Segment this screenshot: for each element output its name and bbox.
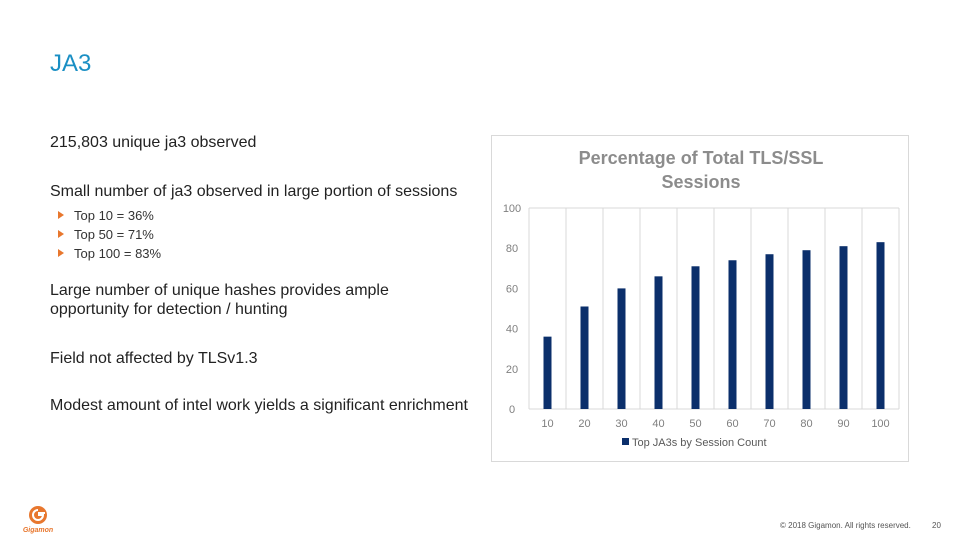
- triangle-bullet-icon: [58, 211, 64, 219]
- bar: [581, 306, 589, 409]
- sub-bullet-text: Top 50 = 71%: [74, 227, 154, 242]
- slide-title: JA3: [50, 50, 92, 77]
- bar: [544, 337, 552, 409]
- bar: [618, 288, 626, 409]
- x-tick-label: 100: [871, 418, 890, 430]
- sub-bullet-text: Top 10 = 36%: [74, 208, 154, 223]
- legend-label: Top JA3s by Session Count: [632, 437, 767, 449]
- y-tick-label: 40: [505, 323, 519, 336]
- bullet-unique-hashes: Large number of unique hashes provides ample opportunity for detection / hunting: [50, 282, 389, 318]
- y-tick-label: 60: [505, 283, 519, 296]
- bar: [803, 250, 811, 409]
- x-tick-label: 60: [726, 418, 739, 430]
- chart-title-line-1: Percentage of Total TLS/SSL: [578, 148, 824, 168]
- bar: [766, 254, 774, 409]
- sub-bullet-top10: [74, 206, 470, 225]
- bullet-list: [50, 133, 470, 415]
- footer-copyright: © 2018 Gigamon. All rights reserved.: [780, 521, 911, 530]
- y-tick-label: 80: [505, 243, 519, 256]
- bullet-unique-count: 215,803 unique ja3 observed: [50, 134, 257, 151]
- chart-container: [491, 135, 909, 462]
- y-tick-label: 100: [502, 203, 522, 215]
- x-tick-label: 70: [763, 418, 776, 430]
- bar: [692, 266, 700, 409]
- bar: [840, 246, 848, 409]
- bullet-small-number: Small number of ja3 observed in large portion of sessions: [50, 183, 458, 200]
- legend-swatch: [622, 438, 629, 445]
- chart-title-line-2: Sessions: [661, 172, 741, 192]
- x-tick-label: 40: [652, 418, 665, 430]
- bullet-intel-work: Modest amount of intel work yields a significant enrichment: [50, 397, 468, 414]
- bar: [729, 260, 737, 409]
- bar: [877, 242, 885, 409]
- x-tick-label: 80: [800, 418, 813, 430]
- page-number: 20: [932, 521, 941, 530]
- triangle-bullet-icon: [58, 249, 64, 257]
- x-tick-label: 50: [689, 418, 702, 430]
- logo-text: Gigamon: [22, 527, 54, 534]
- x-tick-label: 10: [541, 418, 554, 430]
- bullet-tlsv13: Field not affected by TLSv1.3: [50, 350, 258, 367]
- sub-bullet-top100: [74, 244, 470, 263]
- x-tick-label: 30: [615, 418, 628, 430]
- bar: [655, 276, 663, 409]
- triangle-bullet-icon: [58, 230, 64, 238]
- sub-bullet-text: Top 100 = 83%: [74, 246, 162, 261]
- y-tick-label: 0: [508, 404, 516, 416]
- sub-bullet-top50: [74, 225, 470, 244]
- y-tick-label: 20: [505, 363, 519, 376]
- x-tick-label: 20: [578, 418, 591, 430]
- sub-bullet-list: [50, 206, 470, 263]
- x-tick-label: 90: [837, 418, 850, 430]
- gigamon-logo: [16, 505, 60, 535]
- bar-chart: [492, 136, 910, 463]
